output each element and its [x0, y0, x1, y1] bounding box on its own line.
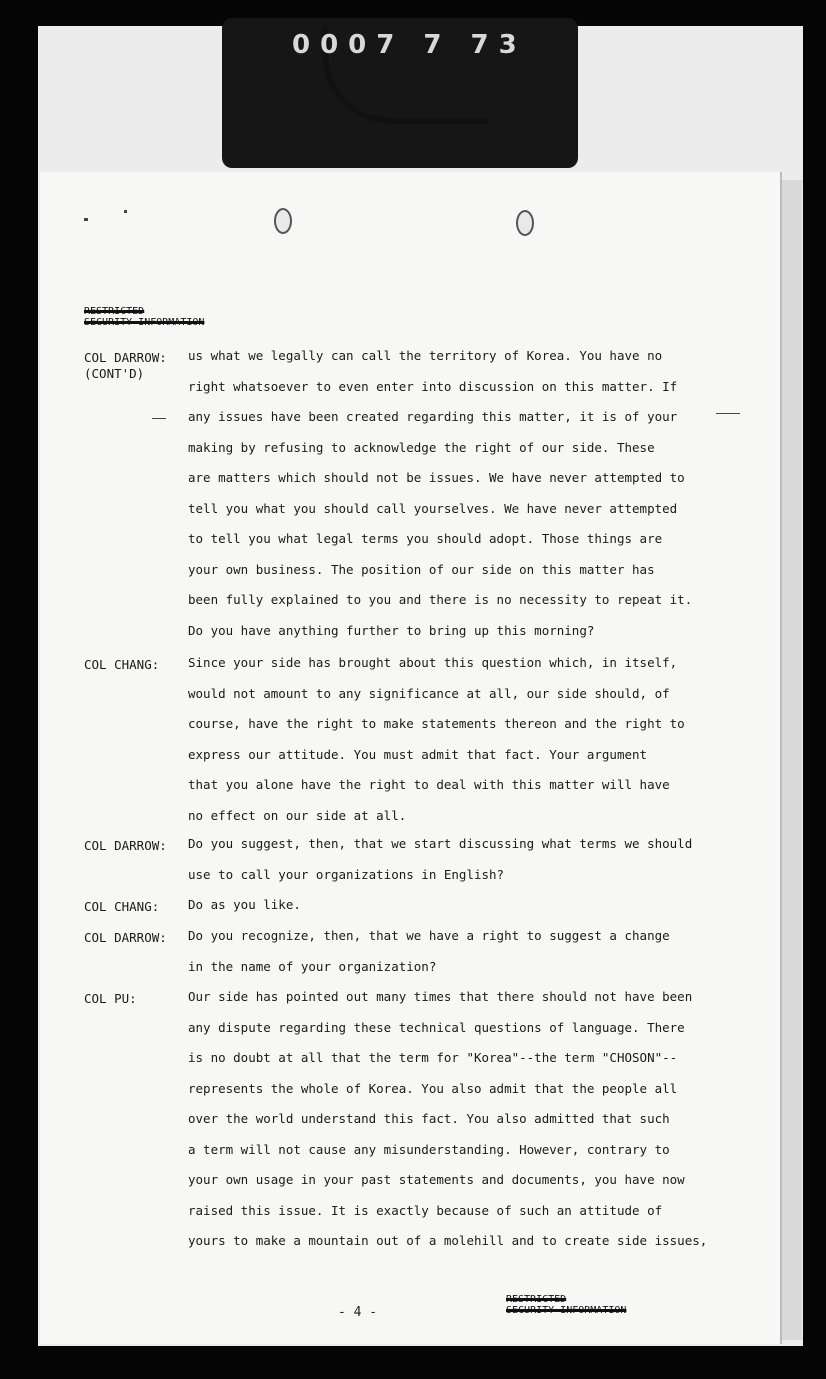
speck-mark	[124, 210, 127, 213]
transcript-line: any dispute regarding these technical questions of language. There	[188, 1020, 685, 1035]
transcript-line: us what we legally can call the territory of Korea. You have no	[188, 348, 663, 363]
document-page	[40, 172, 780, 1344]
speaker-label: COL CHANG:	[84, 899, 160, 914]
transcript-line: in the name of your organization?	[188, 959, 437, 974]
transcript-line: use to call your organizations in English?	[188, 867, 505, 882]
speaker-label: COL PU:	[84, 991, 137, 1006]
transcript-line: any issues have been created regarding this matter, it is of your	[188, 409, 678, 424]
transcript-line: over the world understand this fact. You also admitted that such	[188, 1111, 670, 1126]
transcript-line: course, have the right to make statements thereon and the right to	[188, 716, 685, 731]
speaker-label: COL DARROW:	[84, 838, 167, 853]
punch-hole-right	[516, 210, 534, 236]
frame-number: 0007 7 73	[292, 30, 527, 60]
transcript-line: Our side has pointed out many times that there should not have been	[188, 989, 693, 1004]
transcript-line: Since your side has brought about this question which, in itself,	[188, 655, 678, 670]
transcript-line: been fully explained to you and there is no necessity to repeat it.	[188, 592, 693, 607]
transcript-line: Do you suggest, then, that we start discussing what terms we should	[188, 836, 693, 851]
transcript-line: tell you what you should call yourselves. We have never attempted	[188, 501, 678, 516]
speaker-label: COL DARROW: (CONT'D)	[84, 350, 167, 381]
transcript-line: raised this issue. It is exactly because of such an attitude of	[188, 1203, 663, 1218]
transcript-line: yours to make a mountain out of a molehill and to create side issues,	[188, 1233, 708, 1248]
margin-mark	[716, 413, 740, 414]
punch-hole-left	[274, 208, 292, 234]
transcript-line: Do as you like.	[188, 897, 301, 912]
footer-classification-line2: SECURITY INFORMATION	[506, 1305, 627, 1316]
transcript-line: is no doubt at all that the term for "Korea"--the term "CHOSON"--	[188, 1050, 678, 1065]
footer-classification	[506, 1294, 626, 1316]
transcript-line: that you alone have the right to deal with this matter will have	[188, 777, 670, 792]
margin-mark	[152, 418, 166, 419]
transcript-line: right whatsoever to even enter into discussion on this matter. If	[188, 379, 678, 394]
header-classification-line2: SECURITY INFORMATION	[84, 317, 205, 328]
transcript-line: to tell you what legal terms you should adopt. Those things are	[188, 531, 663, 546]
transcript-line: express our attitude. You must admit that fact. Your argument	[188, 747, 648, 762]
transcript-line: represents the whole of Korea. You also admit that the people all	[188, 1081, 678, 1096]
transcript-line: no effect on our side at all.	[188, 808, 407, 823]
footer-classification-line1: RESTRICTED	[506, 1294, 567, 1305]
transcript-line: your own business. The position of our side on this matter has	[188, 562, 655, 577]
transcript-line: are matters which should not be issues. We have never attempted to	[188, 470, 685, 485]
speaker-label: COL DARROW:	[84, 930, 167, 945]
transcript-line: Do you have anything further to bring up this morning?	[188, 623, 595, 638]
backboard-edge	[780, 180, 802, 1340]
transcript-line: Do you recognize, then, that we have a right to suggest a change	[188, 928, 670, 943]
header-classification-line1: RESTRICTED	[84, 306, 145, 317]
transcript-line: a term will not cause any misunderstanding. However, contrary to	[188, 1142, 670, 1157]
header-classification	[84, 306, 204, 328]
transcript-line: making by refusing to acknowledge the right of our side. These	[188, 440, 655, 455]
page-number: - 4 -	[338, 1305, 378, 1320]
speaker-label: COL CHANG:	[84, 657, 160, 672]
transcript-line: your own usage in your past statements and documents, you have now	[188, 1172, 685, 1187]
speck-mark	[84, 218, 88, 221]
transcript-line: would not amount to any significance at all, our side should, of	[188, 686, 670, 701]
